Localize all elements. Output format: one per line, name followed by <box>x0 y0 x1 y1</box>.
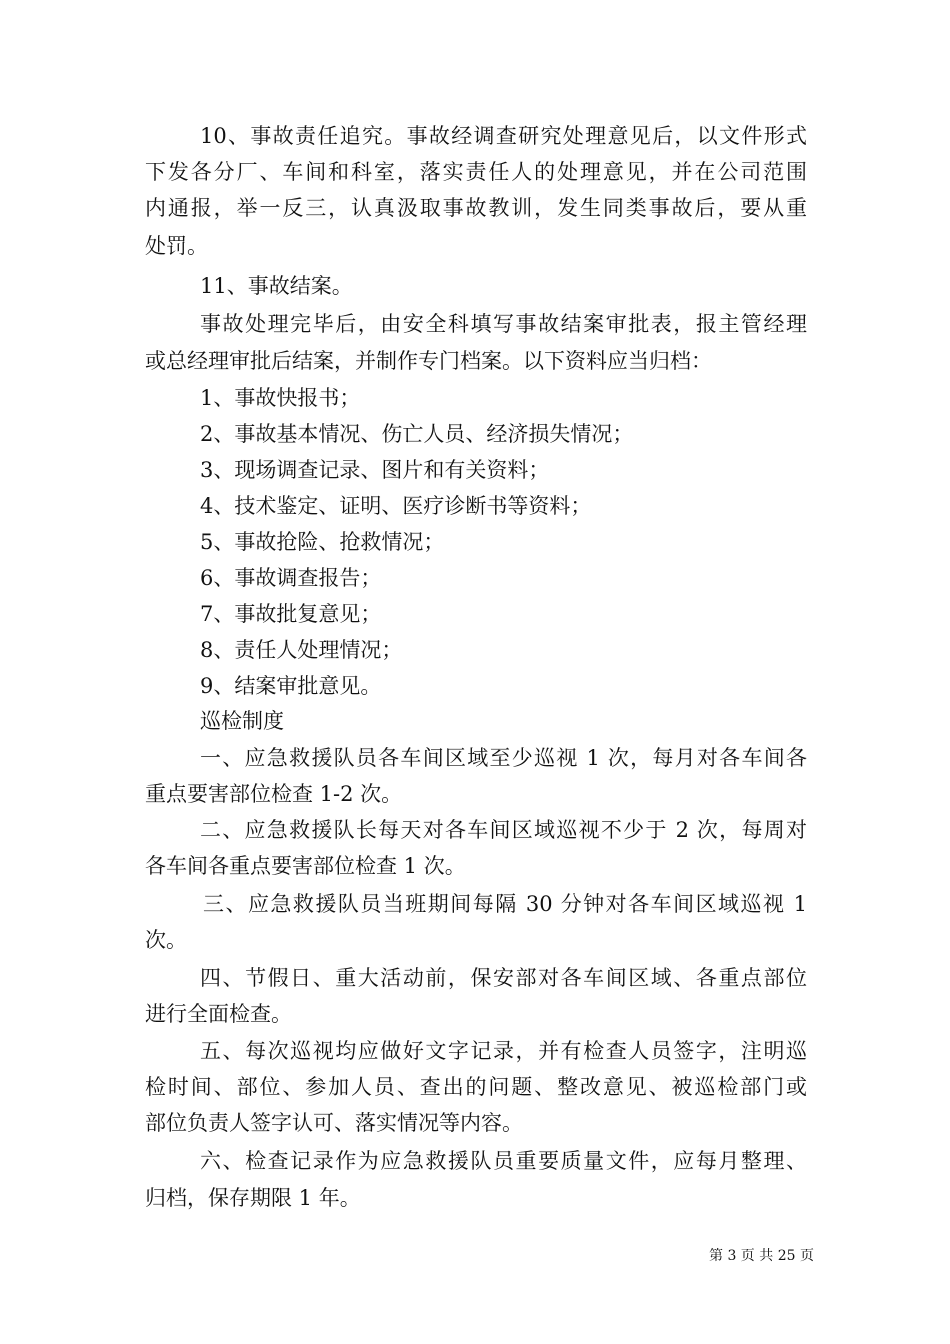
paragraph-line: 检时间、部位、参加人员、查出的问题、整改意见、被巡检部门或 <box>145 1075 807 1099</box>
list-item: 6、事故调查报告； <box>200 566 382 590</box>
list-item: 1、事故快报书； <box>200 386 361 410</box>
paragraph-line: 10、事故责任追究。事故经调查研究处理意见后，以文件形式 <box>200 124 807 148</box>
paragraph-line: 内通报，举一反三，认真汲取事故教训，发生同类事故后，要从重 <box>145 196 807 220</box>
paragraph-line: 次。 <box>145 928 187 952</box>
paragraph-line: 各车间各重点要害部位检查 1 次。 <box>145 854 466 878</box>
page-number: 第 3 页 共 25 页 <box>709 1248 814 1264</box>
list-item: 8、责任人处理情况； <box>200 638 403 662</box>
paragraph-line: 二、应急救援队长每天对各车间区域巡视不少于 2 次，每周对 <box>200 818 807 842</box>
list-item: 3、现场调查记录、图片和有关资料； <box>200 458 550 482</box>
paragraph-line: 归档，保存期限 1 年。 <box>145 1186 361 1210</box>
paragraph-line: 四、节假日、重大活动前，保安部对各车间区域、各重点部位 <box>200 966 807 990</box>
list-item: 7、事故批复意见； <box>200 602 382 626</box>
list-item: 9、结案审批意见。 <box>200 674 382 698</box>
paragraph-line: 六、检查记录作为应急救援队员重要质量文件，应每月整理、 <box>200 1149 807 1173</box>
paragraph-line: 部位负责人签字认可、落实情况等内容。 <box>145 1111 523 1135</box>
section-title: 巡检制度 <box>200 709 284 733</box>
list-item: 4、技术鉴定、证明、医疗诊断书等资料； <box>200 494 592 518</box>
list-item: 5、事故抢险、抢救情况； <box>200 530 445 554</box>
paragraph-line: 五、每次巡视均应做好文字记录，并有检查人员签字，注明巡 <box>200 1039 807 1063</box>
paragraph-line: 处罚。 <box>145 234 208 258</box>
paragraph-line: 或总经理审批后结案，并制作专门档案。以下资料应当归档： <box>145 349 712 373</box>
paragraph-line: 进行全面检查。 <box>145 1002 292 1026</box>
paragraph-line: 重点要害部位检查 1-2 次。 <box>145 782 403 806</box>
list-item: 2、事故基本情况、伤亡人员、经济损失情况； <box>200 422 634 446</box>
paragraph-line: 下发各分厂、车间和科室，落实责任人的处理意见，并在公司范围 <box>145 160 807 184</box>
paragraph-line: 一、应急救援队员各车间区域至少巡视 1 次，每月对各车间各 <box>200 746 807 770</box>
paragraph-line: 三、应急救援队员当班期间每隔 30 分钟对各车间区域巡视 1 <box>203 892 807 916</box>
paragraph-line: 事故处理完毕后，由安全科填写事故结案审批表，报主管经理 <box>200 312 807 336</box>
section-heading: 11、事故结案。 <box>200 274 353 298</box>
